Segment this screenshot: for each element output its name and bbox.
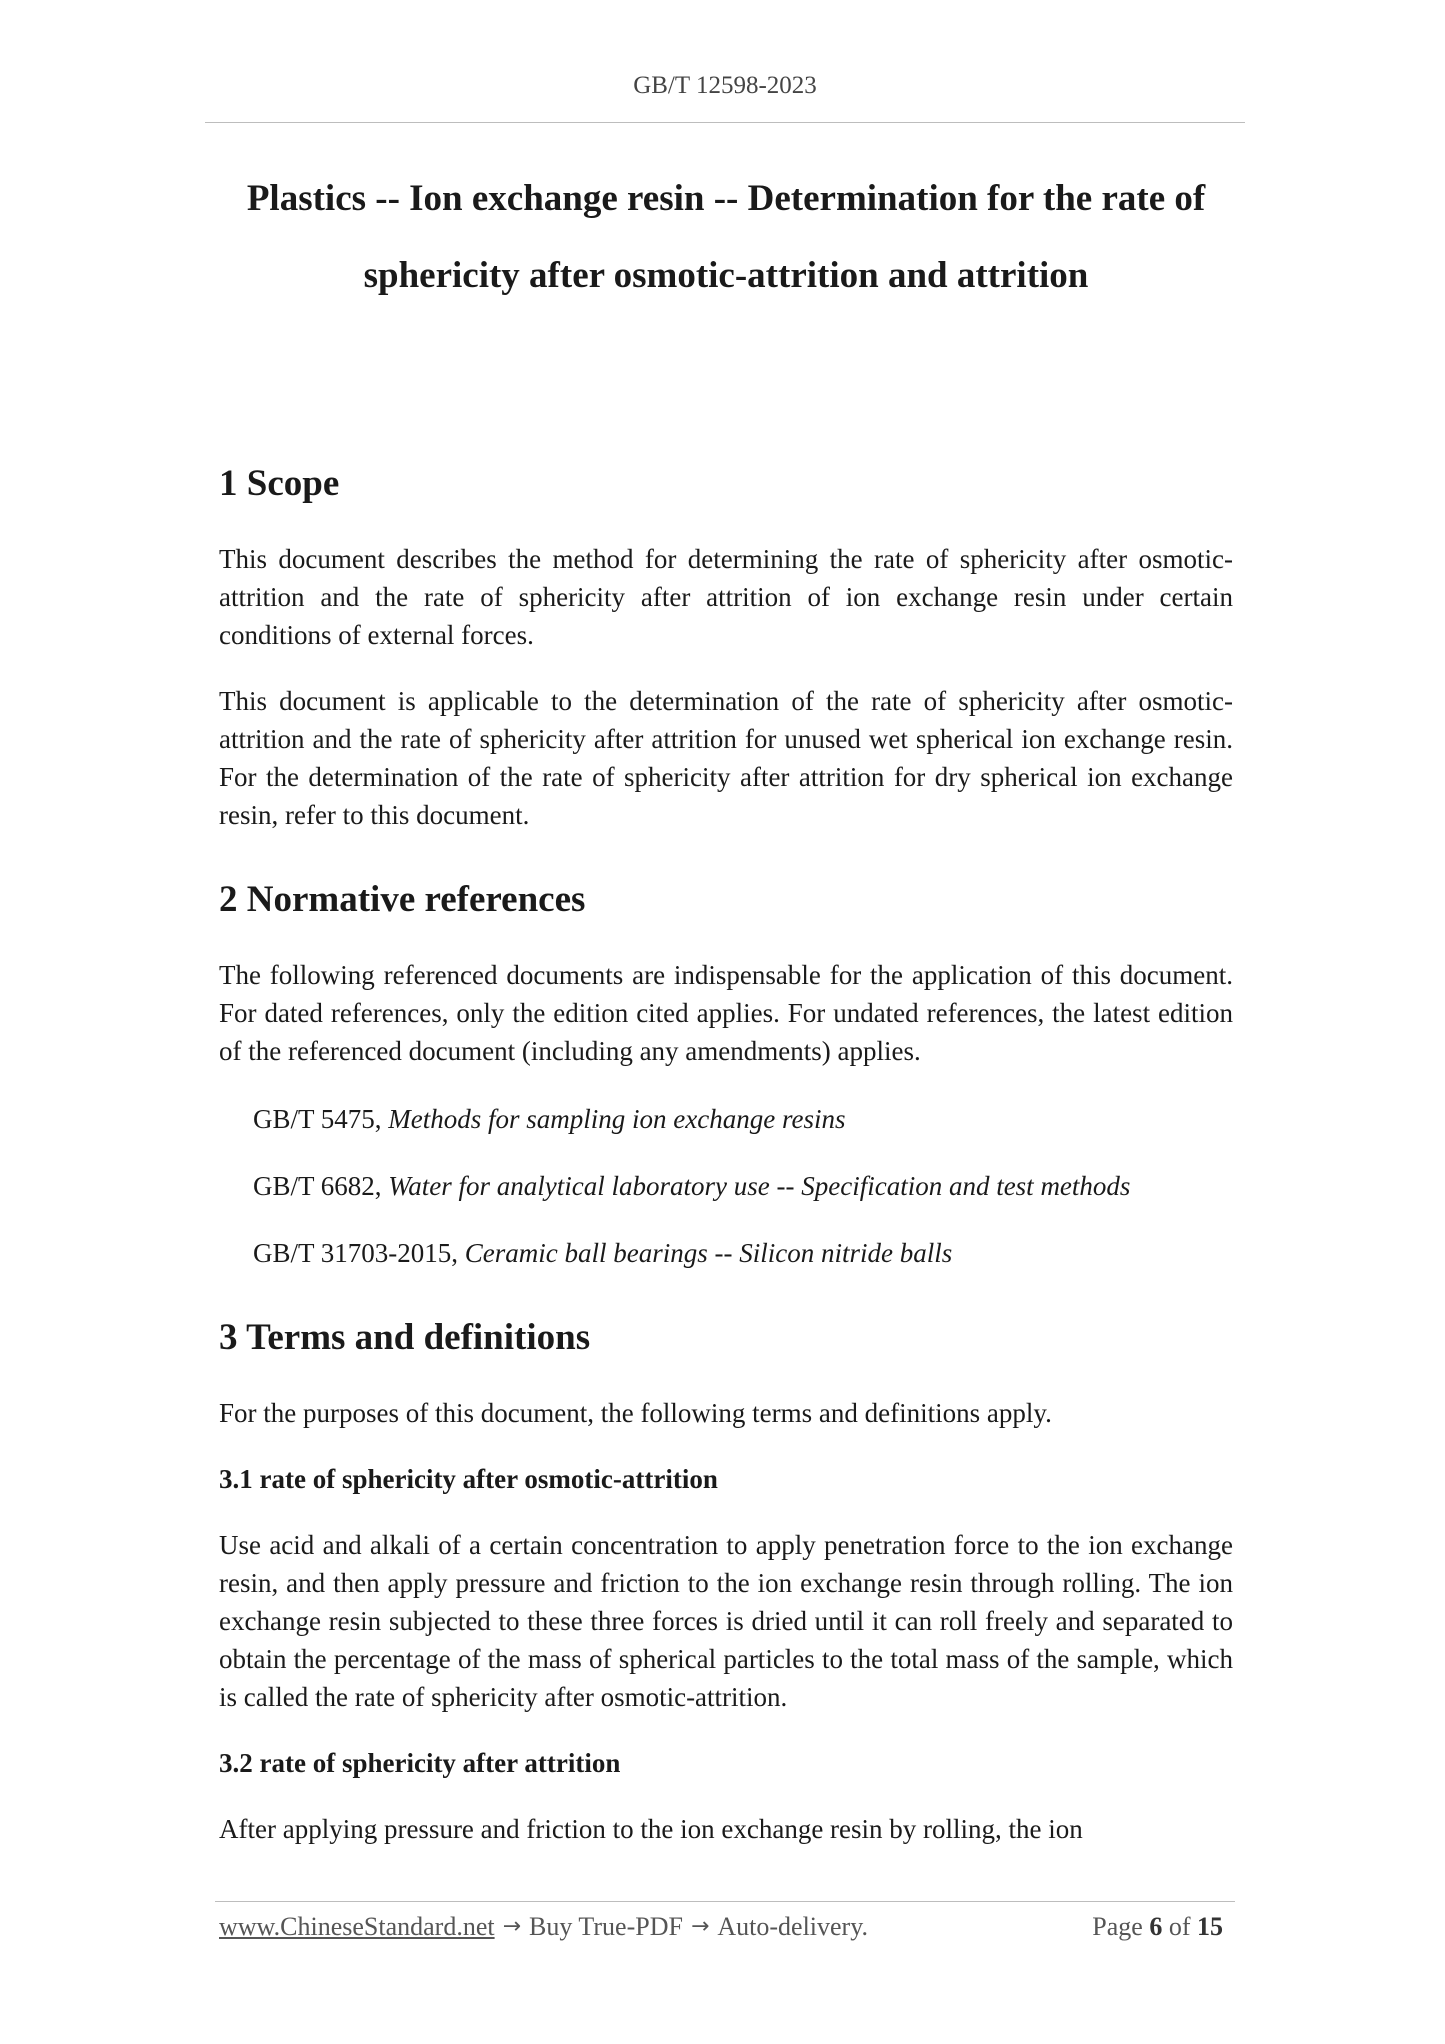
- page-total: 15: [1197, 1912, 1223, 1941]
- reference-item: [219, 1234, 1233, 1272]
- header-divider: [205, 122, 1245, 123]
- page-of-label: of: [1168, 1912, 1191, 1941]
- reference-title: Methods for sampling ion exchange resins: [388, 1104, 846, 1134]
- reference-title: Ceramic ball bearings: [464, 1238, 708, 1268]
- page-header: GB/T 12598-2023: [633, 72, 817, 99]
- site-link[interactable]: www.ChineseStandard.net: [219, 1912, 495, 1941]
- page-label: Page: [1092, 1912, 1143, 1941]
- term-definition-3-2: After applying pressure and friction to the ion exchange resin by rolling, the ion: [219, 1814, 1083, 1844]
- page-number: [1092, 1912, 1223, 1942]
- reference-code: GB/T 31703-2015,: [253, 1238, 465, 1268]
- right-arrow-icon: →: [690, 1914, 710, 1939]
- right-arrow-icon: →: [502, 1914, 522, 1939]
- reference-title: Water for analytical laboratory use: [388, 1171, 770, 1201]
- page-footer: [219, 1912, 1233, 1952]
- footer-promo: [219, 1912, 868, 1942]
- term-heading-3-2: 3.2 rate of sphericity after attrition: [219, 1748, 621, 1778]
- footer-divider: [215, 1901, 1235, 1902]
- scope-paragraph-2: This document is applicable to the determination of the rate of sphericity after osmotic-attrition and the rate of sphericity after attrition for unused wet spherical ion exchange resin. For the determination of the rate of sphericity after attrition for dry spherical ion exchange resin, refer to this document.: [219, 686, 1233, 830]
- section-heading-terms-and-definitions: 3 Terms and definitions: [219, 1317, 591, 1358]
- document-title: [219, 160, 1233, 314]
- reference-item: [219, 1167, 1233, 1205]
- normative-references-intro: The following referenced documents are indispensable for the application of this document. For dated references, only the edition cited applies. For undated references, the latest edition of the referenced document (including any amendments) applies.: [219, 960, 1233, 1066]
- reference-item: [219, 1100, 1233, 1138]
- section-heading-normative-references: 2 Normative references: [219, 879, 586, 920]
- page-current: 6: [1149, 1912, 1163, 1941]
- reference-code: GB/T 6682,: [253, 1171, 389, 1201]
- document-body: [219, 160, 1233, 1848]
- auto-delivery-text: Auto-delivery.: [717, 1912, 869, 1941]
- section-heading-scope: 1 Scope: [219, 463, 340, 504]
- reference-separator: --: [769, 1171, 802, 1201]
- reference-code: GB/T 5475,: [253, 1104, 389, 1134]
- document-title-line-1: Plastics -- Ion exchange resin -- Determination for the rate of: [246, 178, 1206, 219]
- document-title-line-2: sphericity after osmotic-attrition and attrition: [363, 255, 1089, 296]
- reference-subtitle: Silicon nitride balls: [739, 1238, 953, 1268]
- reference-subtitle: Specification and test methods: [801, 1171, 1131, 1201]
- scope-paragraph-1: This document describes the method for determining the rate of sphericity after osmotic-attrition and the rate of sphericity after attrition of ion exchange resin under certain conditions of external forces.: [219, 544, 1233, 650]
- term-definition-3-1: Use acid and alkali of a certain concentration to apply penetration force to the ion exchange resin, and then apply pressure and friction to the ion exchange resin through rolling. The ion exchange resin subjected to these three forces is dried until it can roll freely and separated to obtain the percentage of the mass of spherical particles to the total mass of the sample, which is called the rate of sphericity after osmotic-attrition.: [219, 1530, 1233, 1712]
- reference-separator: --: [707, 1238, 740, 1268]
- terms-intro: For the purposes of this document, the following terms and definitions apply.: [219, 1398, 1052, 1428]
- term-heading-3-1: 3.1 rate of sphericity after osmotic-attrition: [219, 1464, 718, 1494]
- buy-true-pdf-text: Buy True-PDF: [529, 1912, 683, 1941]
